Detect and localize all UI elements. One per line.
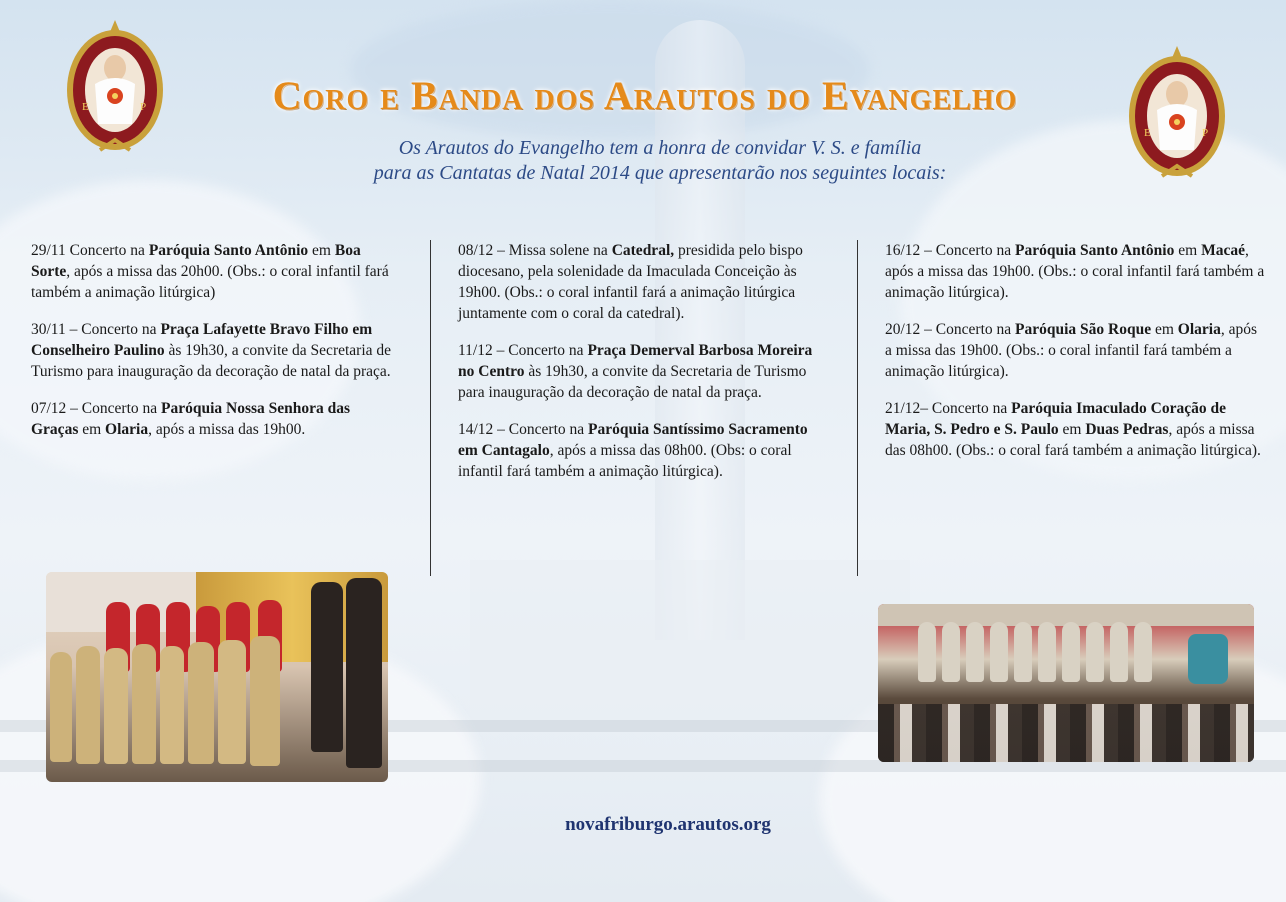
invitation-subtitle	[260, 136, 1060, 186]
column-divider	[430, 240, 431, 576]
events-column-2	[458, 240, 830, 498]
choir-photo	[46, 572, 388, 782]
page-title: Coro e Banda dos Arautos do Evangelho	[272, 73, 1018, 118]
heralds-emblem-left	[60, 12, 170, 162]
event-item: 08/12 – Missa solene na Catedral, presidida pelo bispo diocesano, pela solenidade da Imaculada Conceição às 19h00. (Obs.: o coral infantil fará a animação litúrgica juntamente com o coral da catedral).	[458, 242, 803, 322]
website-link[interactable]: novafriburgo.arautos.org	[565, 814, 771, 835]
events-column-1	[31, 240, 401, 456]
events-column-3	[885, 240, 1265, 477]
emblem-letter: E	[1144, 127, 1151, 139]
event-item: 07/12 – Concerto na Paróquia Nossa Senhora das Graças em Olaria, após a missa das 19h00.	[31, 400, 351, 438]
emblem-letter: E	[82, 101, 89, 113]
subtitle-line: para as Cantatas de Natal 2014 que apresentarão nos seguintes locais:	[373, 162, 947, 184]
emblem-letter: P	[140, 101, 147, 113]
concert-photo	[878, 604, 1254, 762]
heralds-emblem-right	[1122, 38, 1232, 188]
event-item: 21/12– Concerto na Paróquia Imaculado Coração de Maria, S. Pedro e S. Paulo em Duas Pedras, após a missa das 08h00. (Obs.: o coral fará também a animação litúrgica).	[885, 400, 1261, 459]
event-item: 11/12 – Concerto na Praça Demerval Barbosa Moreira no Centro às 19h30, a convite da Secretaria de Turismo para inauguração da decoração de natal da praça.	[458, 342, 813, 401]
event-item: 30/11 – Concerto na Praça Lafayette Bravo Filho em Conselheiro Paulino às 19h30, a convite da Secretaria de Turismo para inauguração da decoração de natal da praça.	[31, 321, 392, 380]
emblem-letter: P	[1202, 127, 1209, 139]
event-item: 29/11 Concerto na Paróquia Santo Antônio em Boa Sorte, após a missa das 20h00. (Obs.: o coral infantil fará também a animação litúrgica)	[31, 242, 389, 301]
church-building	[470, 560, 910, 720]
column-divider	[857, 240, 858, 576]
event-item: 14/12 – Concerto na Paróquia Santíssimo Sacramento em Cantagalo, após a missa das 08h00. (Obs: o coral infantil fará também a animação litúrgica).	[458, 421, 808, 480]
event-item: 20/12 – Concerto na Paróquia São Roque em Olaria, após a missa das 19h00. (Obs.: o coral infantil fará também a animação litúrgica).	[885, 321, 1258, 380]
event-item: 16/12 – Concerto na Paróquia Santo Antônio em Macaé, após a missa das 19h00. (Obs.: o coral infantil fará também a animação litúrgica).	[885, 242, 1265, 301]
subtitle-line: Os Arautos do Evangelho tem a honra de convidar V. S. e família	[398, 137, 922, 159]
